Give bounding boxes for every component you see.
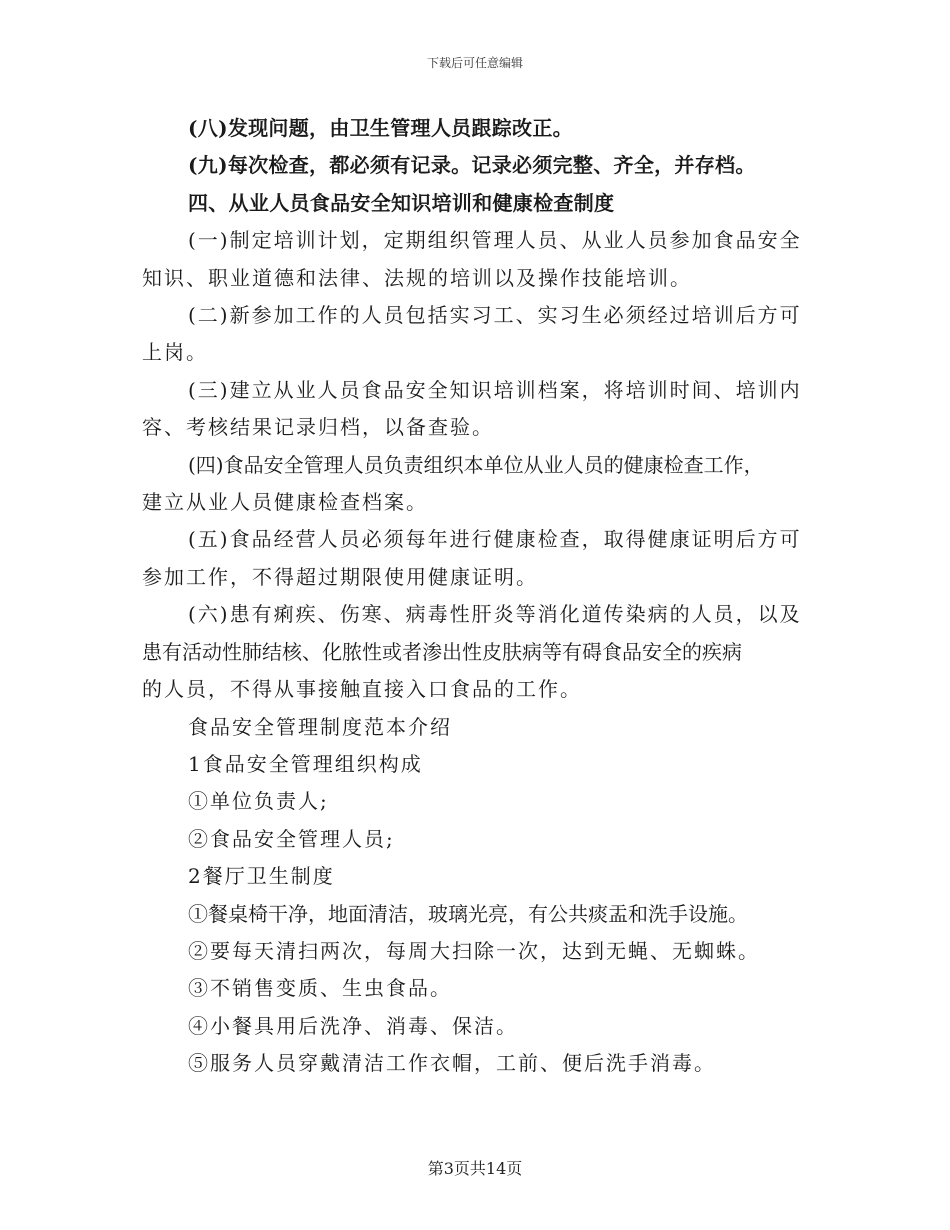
list-heading: 2餐厅卫生制度 [188,864,335,889]
paragraph-line: (一)制定培训计划，定期组织管理人员、从业人员参加食品安全 [188,228,802,253]
list-heading: 1食品安全管理组织构成 [188,751,423,776]
paragraph-line: 参加工作，不得超过期限使用健康证明。 [142,564,538,589]
paragraph-line: 的人员，不得从事接触直接入口食品的工作。 [142,677,582,702]
paragraph-line: (八)发现问题，由卫生管理人员跟踪改正。 [188,116,573,140]
list-item: ①单位负责人; [188,789,329,814]
paragraph-line: 患有活动性肺结核、化脓性或者渗出性皮肤病等有碍食品安全的疾病 [142,639,742,664]
list-item: ②食品安全管理人员; [188,826,395,851]
list-item: ①餐桌椅干净，地面清洁，玻璃光亮，有公共痰盂和洗手设施。 [188,901,748,926]
paragraph-line: 知识、职业道德和法律、法规的培训以及操作技能培训。 [142,265,692,290]
paragraph-line: 建立从业人员健康检查档案。 [142,490,428,515]
paragraph-line: (五)食品经营人员必须每年进行健康检查，取得健康证明后方可 [188,527,802,552]
paragraph-line: 上岗。 [142,340,208,365]
paragraph-line: (四)食品安全管理人员负责组织本单位从业人员的健康检查工作， [188,452,764,477]
page-header: 下载后可任意编辑 [426,56,523,70]
page-number: 第3页共14页 [427,1159,523,1178]
subsection-title: 食品安全管理制度范本介绍 [188,714,452,739]
paragraph-line: (九)每次检查，都必须有记录。记录必须完整、齐全，并存档。 [188,153,756,178]
document-body [142,110,812,1083]
section-heading: 四、从业人员食品安全知识培训和健康检查制度 [188,190,615,215]
paragraph-line: (六)患有痢疾、伤寒、病毒性肝炎等消化道传染病的人员，以及 [188,602,802,627]
list-item: ③不销售变质、生虫食品。 [188,976,452,1001]
paragraph-line: 容、考核结果记录归档，以备查验。 [142,415,494,440]
list-item: ④小餐具用后洗净、消毒、保洁。 [188,1013,518,1038]
paragraph-line: (二)新参加工作的人员包括实习工、实习生必须经过培训后方可 [188,303,802,328]
list-item: ②要每天清扫两次，每周大扫除一次，达到无蝇、无蜘蛛。 [188,938,760,963]
paragraph-line: (三)建立从业人员食品安全知识培训档案，将培训时间、培训内 [188,377,802,402]
list-item: ⑤服务人员穿戴清洁工作衣帽，工前、便后洗手消毒。 [188,1051,716,1076]
